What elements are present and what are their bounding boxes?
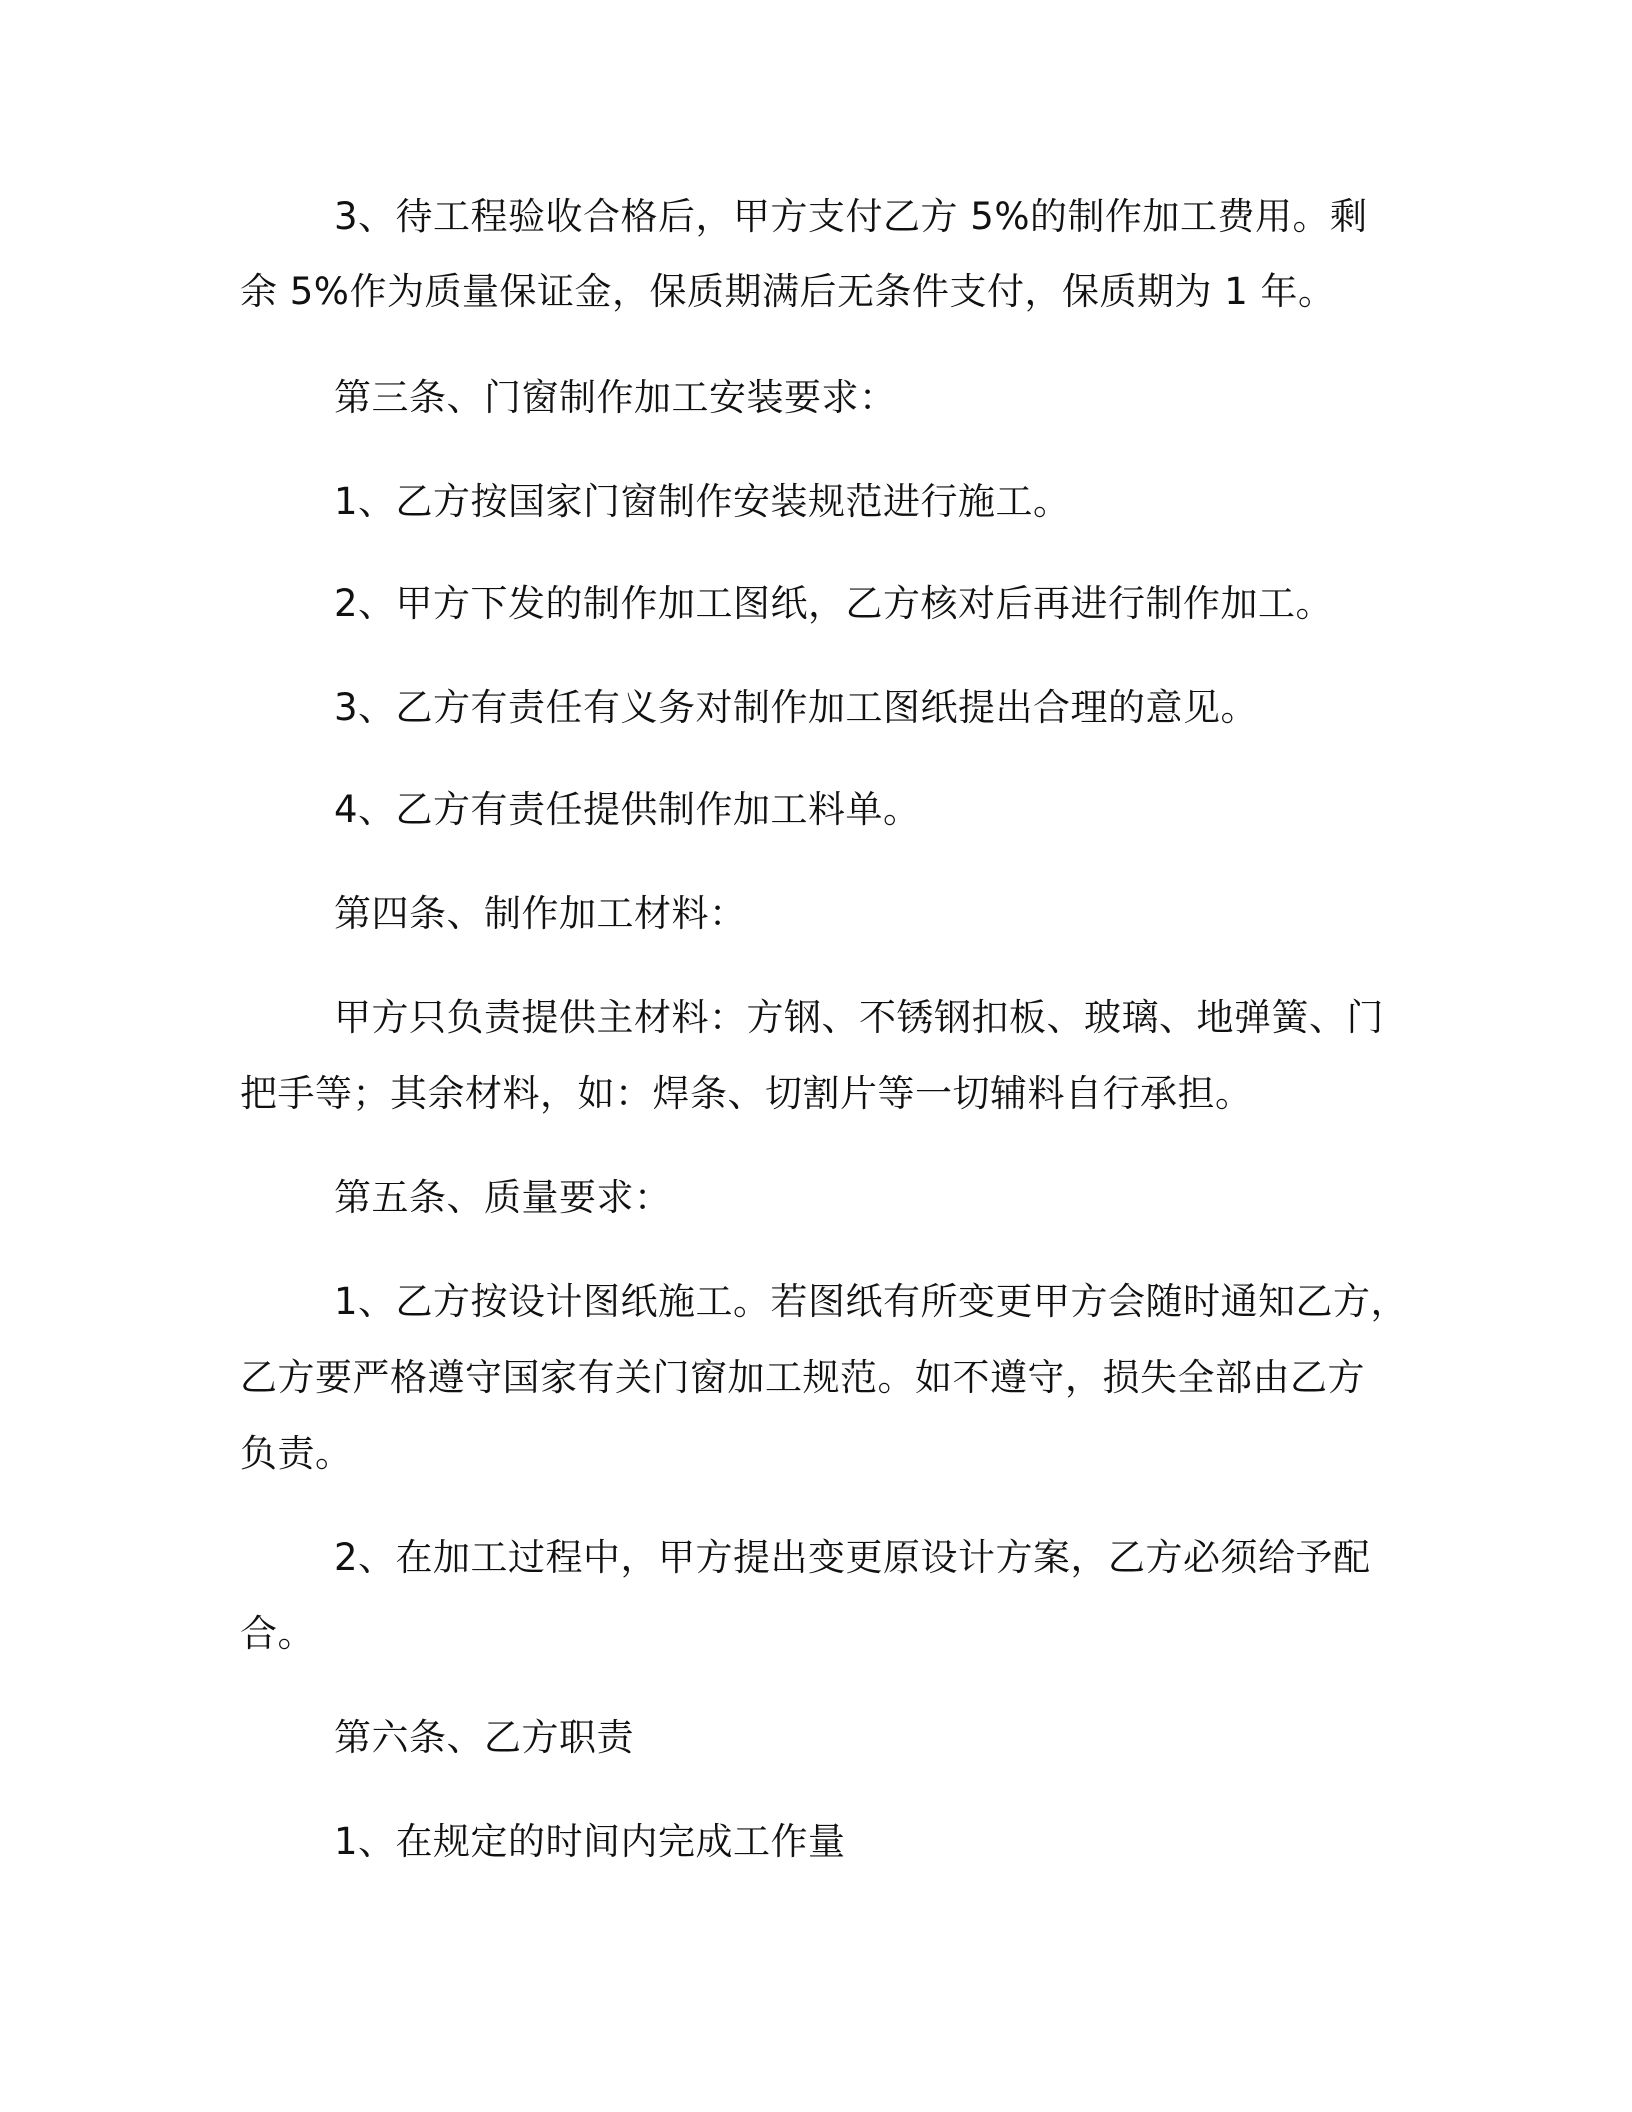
- section-heading: 第四条、制作加工材料：: [334, 892, 747, 935]
- section-heading: 第五条、质量要求：: [334, 1176, 672, 1219]
- text-line: 1、乙方按设计图纸施工。若图纸有所变更甲方会随时通知乙方，: [334, 1280, 1409, 1323]
- text-line: 3、乙方有责任有义务对制作加工图纸提出合理的意见。: [334, 686, 1259, 729]
- text-line: 2、在加工过程中，甲方提出变更原设计方案，乙方必须给予配: [334, 1536, 1371, 1579]
- section-heading: 第六条、乙方职责: [334, 1716, 634, 1759]
- text-line: 2、甲方下发的制作加工图纸，乙方核对后再进行制作加工。: [334, 582, 1334, 625]
- text-line: 余 5%作为质量保证金，保质期满后无条件支付，保质期为 1 年。: [240, 270, 1336, 313]
- text-line: 把手等；其余材料，如：焊条、切割片等一切辅料自行承担。: [240, 1072, 1253, 1115]
- section-heading: 第三条、门窗制作加工安装要求：: [334, 376, 897, 419]
- text-line: 合。: [240, 1612, 315, 1655]
- text-line: 乙方要严格遵守国家有关门窗加工规范。如不遵守，损失全部由乙方: [240, 1356, 1365, 1399]
- text-line: 3、待工程验收合格后，甲方支付乙方 5%的制作加工费用。剩: [334, 195, 1368, 238]
- text-line: 甲方只负责提供主材料：方钢、不锈钢扣板、玻璃、地弹簧、门: [334, 996, 1384, 1039]
- text-line: 负责。: [240, 1432, 353, 1475]
- text-line: 1、在规定的时间内完成工作量: [334, 1820, 846, 1863]
- text-line: 4、乙方有责任提供制作加工料单。: [334, 788, 921, 831]
- text-line: 1、乙方按国家门窗制作安装规范进行施工。: [334, 480, 1071, 523]
